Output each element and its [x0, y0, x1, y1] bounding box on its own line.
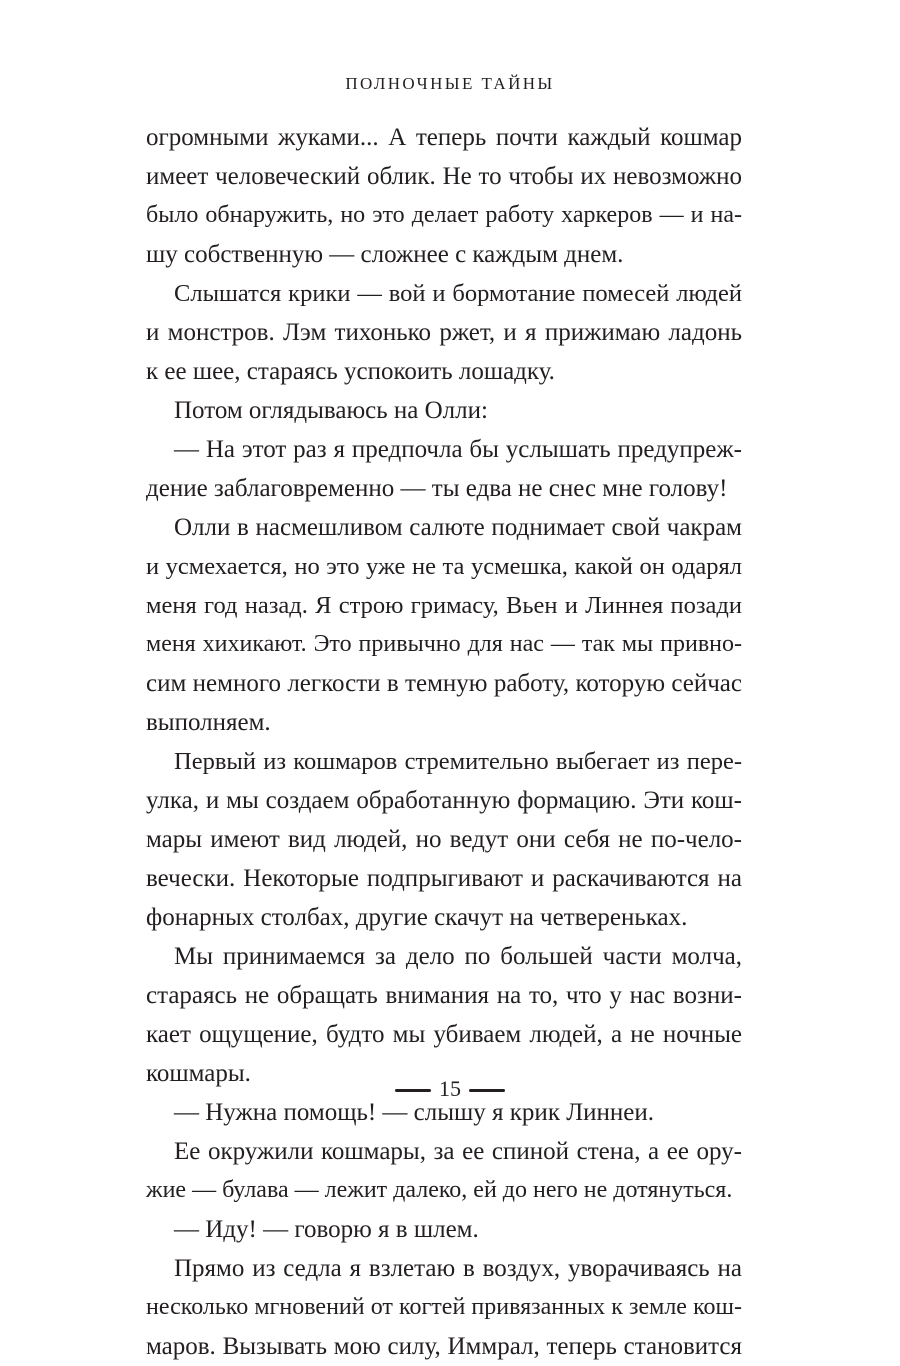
page-number: 15	[439, 1076, 461, 1101]
page-number-footer	[0, 1074, 900, 1104]
body-text	[146, 118, 742, 1366]
text-line: мары имеют вид людей, но ведут они себя не по-чело-	[146, 826, 742, 853]
text-line: — На этот раз я предпочла бы услышать предупреж-	[174, 436, 742, 463]
text-line: и усмехается, но это уже не та усмешка, какой он одарял	[146, 553, 742, 580]
text-line: Мы принимаемся за дело по большей части молча,	[174, 943, 742, 970]
text-line: фонарных столбах, другие скачут на четвереньках.	[146, 904, 688, 931]
text-line: — Иду! — говорю я в шлем.	[174, 1216, 479, 1243]
text-line: меня хихикают. Это привычно для нас — так мы привно-	[146, 631, 742, 657]
text-line: дение заблаговременно — ты едва не снес мне голову!	[146, 475, 728, 502]
text-line: Прямо из седла я взлетаю в воздух, уворачиваясь на	[174, 1255, 742, 1282]
folio-right-rule	[469, 1089, 505, 1092]
text-line: Ее окружили кошмары, за ее спиной стена, а ее ору-	[174, 1138, 742, 1165]
text-line: вечески. Некоторые подпрыгивают и раскачиваются на	[146, 865, 742, 892]
text-line: выполняем.	[146, 709, 271, 736]
text-line: и монстров. Лэм тихонько ржет, и я прижимаю ладонь	[146, 319, 742, 346]
text-line: жие — булава — лежит далеко, ей до него не дотянуться.	[146, 1177, 733, 1203]
text-line: несколько мгновений от когтей привязанных к земле кош-	[146, 1294, 742, 1320]
text-line: кает ощущение, будто мы убиваем людей, а не ночные	[146, 1021, 742, 1048]
text-line: стараясь не обращать внимания на то, что у нас возни-	[146, 982, 742, 1009]
text-line: Олли в насмешливом салюте поднимает свой чакрам	[174, 514, 742, 541]
text-line: Потом оглядываюсь на Олли:	[174, 397, 488, 424]
text-line: сим немного легкости в темную работу, которую сейчас	[146, 670, 742, 697]
text-line: Слышатся крики — вой и бормотание помесей людей	[174, 280, 742, 307]
text-line: Первый из кошмаров стремительно выбегает из пере-	[174, 748, 742, 775]
running-head: ПОЛНОЧНЫЕ ТАЙНЫ	[345, 74, 555, 93]
text-line: улка, и мы создаем обработанную формацию. Эти кош-	[146, 787, 742, 814]
text-line: имеет человеческий облик. Не то чтобы их невозможно	[146, 163, 742, 190]
text-line: маров. Вызывать мою силу, Иммрал, теперь становится	[146, 1333, 742, 1360]
text-line: шу собственную — сложнее с каждым днем.	[146, 241, 624, 268]
folio-left-rule	[395, 1089, 431, 1092]
text-line: к ее шее, стараясь успокоить лошадку.	[146, 358, 555, 385]
text-line: было обнаружить, но это делает работу харкеров — и на-	[146, 202, 742, 228]
text-line: огромными жуками... А теперь почти каждый кошмар	[146, 124, 742, 151]
text-line: — Нужна помощь! — слышу я крик Линнеи.	[174, 1099, 655, 1126]
text-line: кошмары.	[146, 1060, 251, 1087]
text-line: меня год назад. Я строю гримасу, Вьен и Линнея позади	[146, 592, 742, 619]
